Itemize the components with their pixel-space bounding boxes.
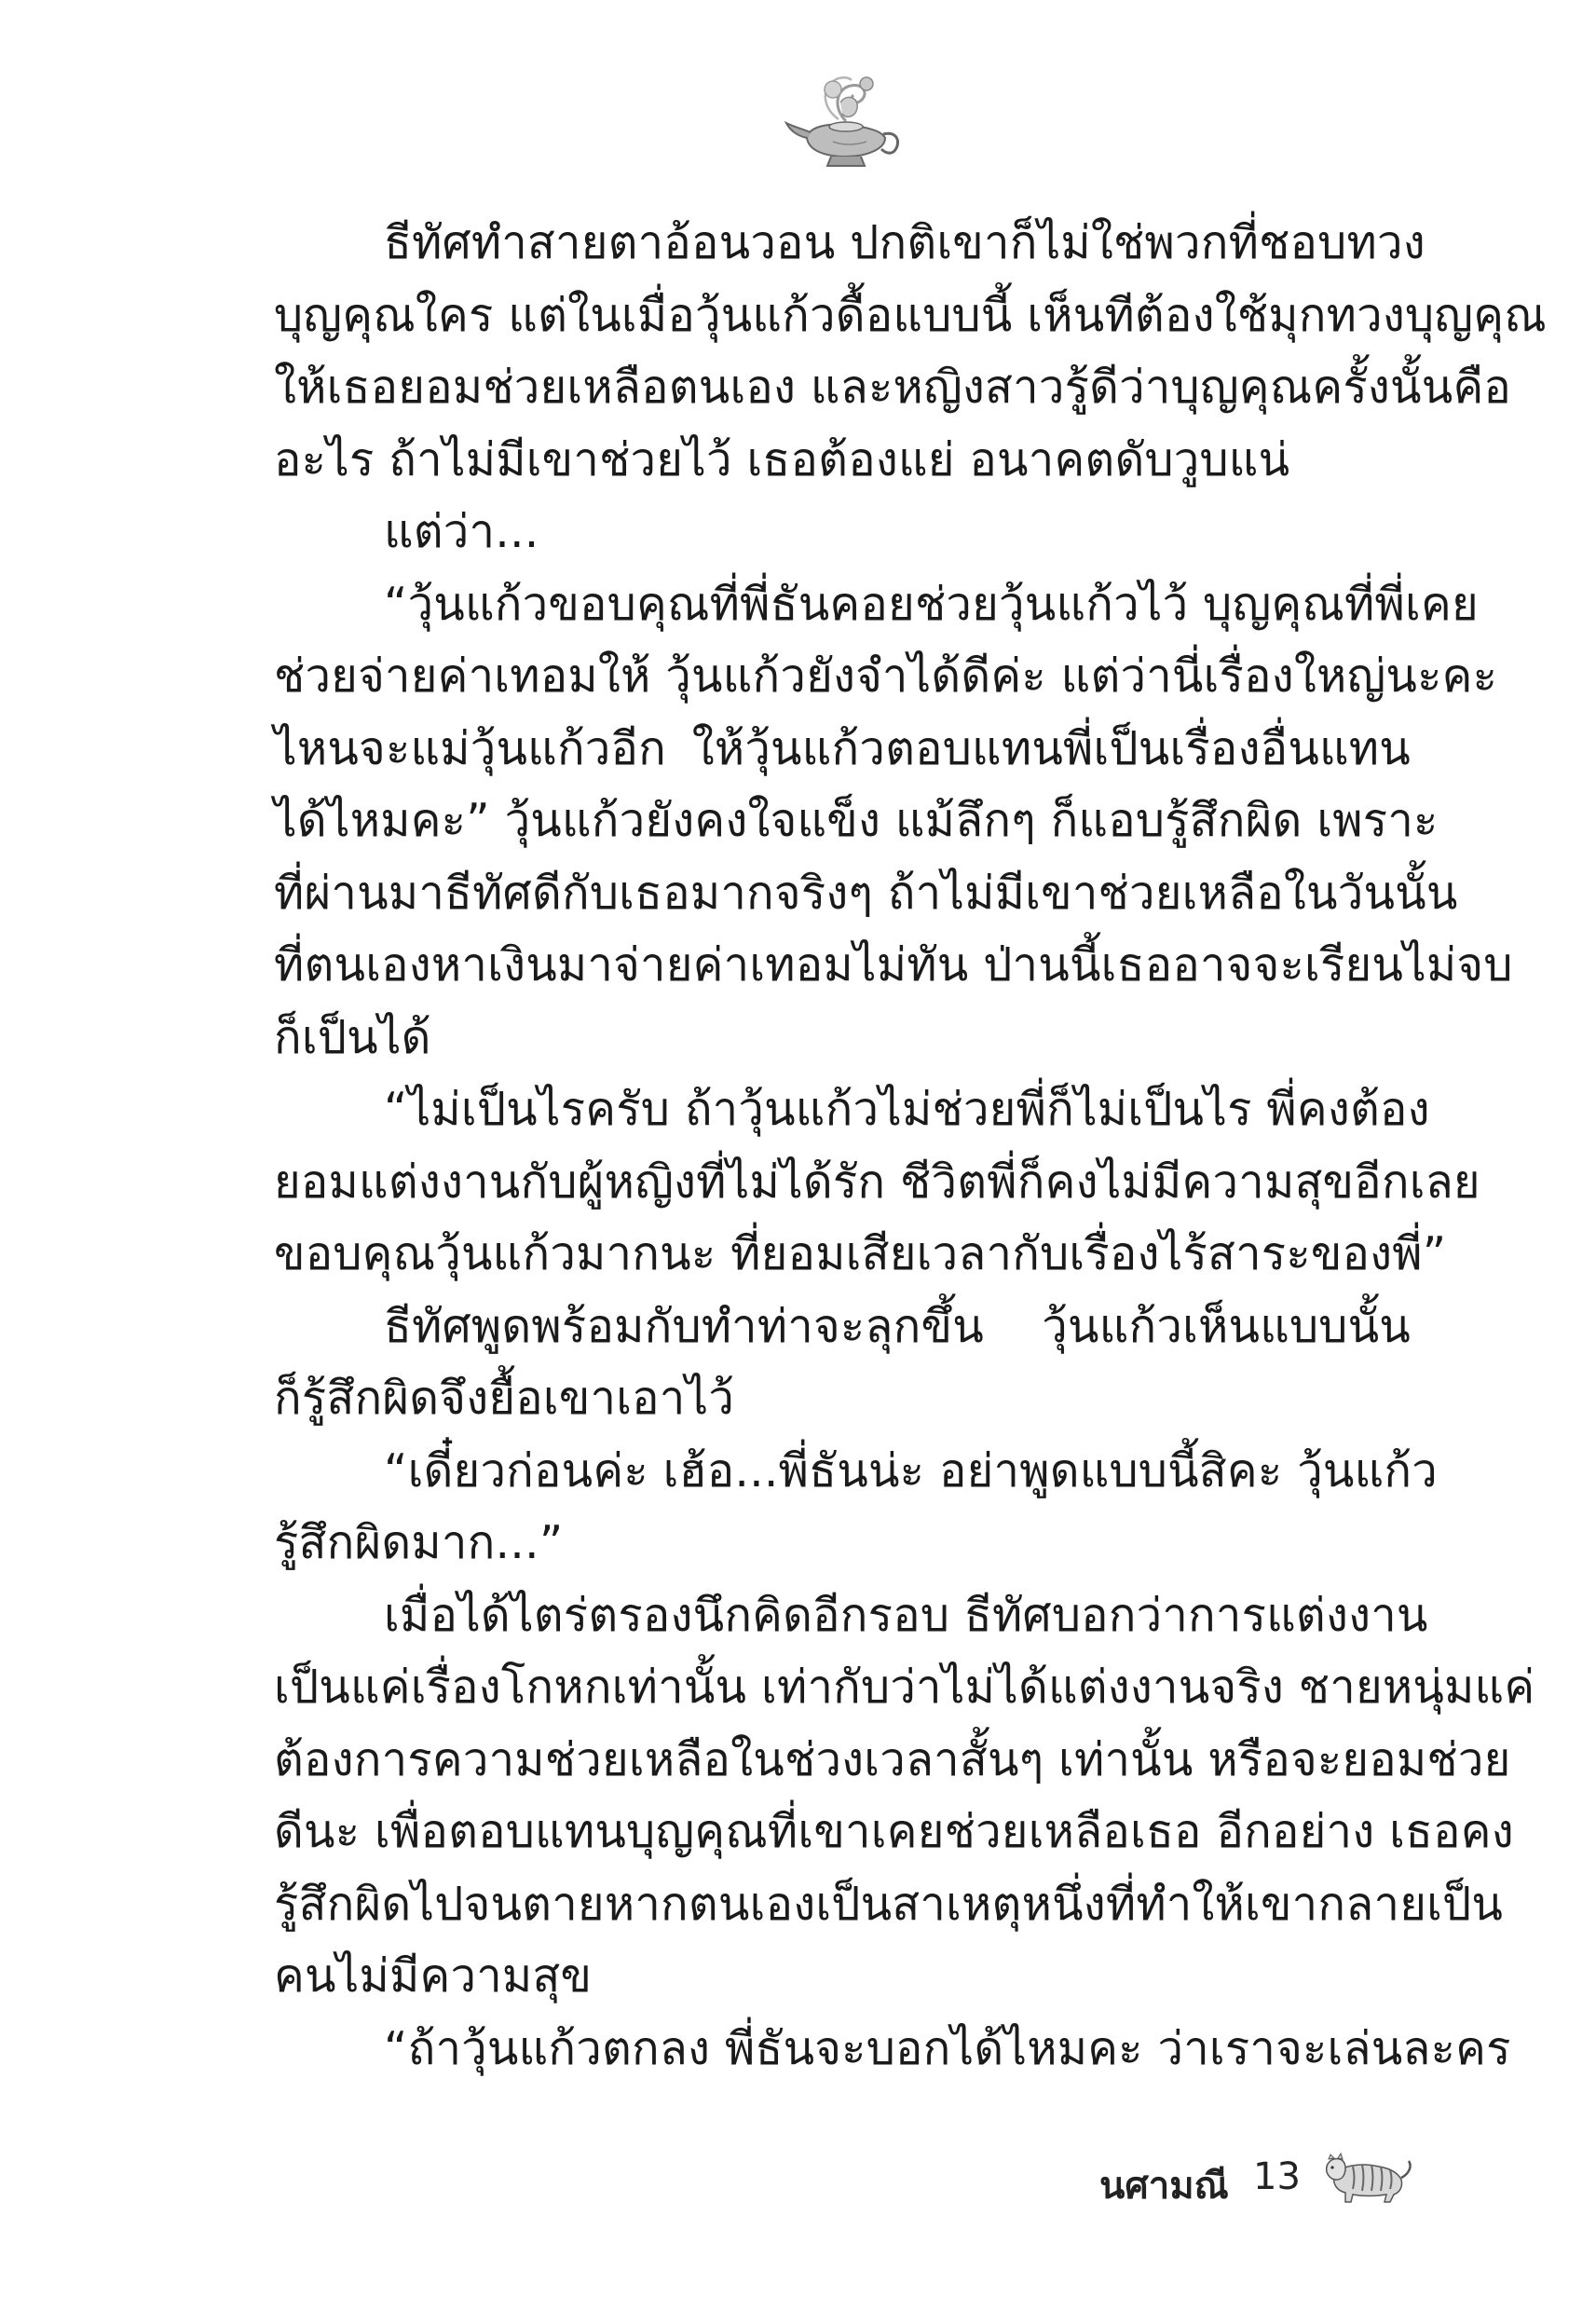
text-line: “วุ้นแก้วขอบคุณที่พี่ธันคอยช่วยวุ้นแก้วไว้ บุญคุณที่พี่เคย: [384, 577, 1479, 631]
text-line: ธีทัศทำสายตาอ้อนวอน ปกติเขาก็ไม่ใช่พวกที่ชอบทวง: [384, 216, 1425, 269]
text-line: เมื่อได้ไตร่ตรองนึกคิดอีกรอบ ธีทัศบอกว่าการแต่งงาน: [384, 1588, 1428, 1642]
text-line: ต้องการความช่วยเหลือในช่วงเวลาสั้นๆ เท่านั้น หรือจะยอมช่วย: [274, 1732, 1511, 1786]
text-line: คนไม่มีความสุข: [274, 1949, 593, 2003]
text-line: ที่ผ่านมาธีทัศดีกับเธอมากจริงๆ ถ้าไม่มีเขาช่วยเหลือในวันนั้น: [274, 866, 1458, 920]
text-line: ก็รู้สึกผิดจึงยื้อเขาเอาไว้: [274, 1372, 735, 1425]
text-line: รู้สึกผิดมาก...”: [274, 1516, 564, 1569]
text-line: ยอมแต่งงานกับผู้หญิงที่ไม่ได้รัก ชีวิตพี่ก็คงไม่มีความสุขอีกเลย: [274, 1155, 1480, 1209]
text-line: ให้เธอยอมช่วยเหลือตนเอง และหญิงสาวรู้ดีว่าบุญคุณครั้งนั้นคือ: [274, 361, 1512, 414]
page-number: 13: [1253, 2155, 1301, 2198]
page-footer: [1099, 2148, 1435, 2213]
text-line: ก็เป็นได้: [274, 1010, 431, 1064]
text-line: อะไร ถ้าไม่มีเขาช่วยไว้ เธอต้องแย่ อนาคตดับวูบแน่: [274, 432, 1290, 486]
genie-lamp-icon: [781, 65, 911, 177]
text-line: แต่ว่า...: [384, 505, 539, 558]
text-line: ดีนะ เพื่อตอบแทนบุญคุณที่เขาเคยช่วยเหลือเธอ อีกอย่าง เธอคง: [274, 1805, 1514, 1858]
text-line: ธีทัศพูดพร้อมกับทำท่าจะลุกขึ้น วุ้นแก้วเห็นแบบนั้น: [384, 1299, 1411, 1353]
tiger-icon: [1321, 2148, 1414, 2206]
text-line: รู้สึกผิดไปจนตายหากตนเองเป็นสาเหตุหนึ่งที่ทำให้เขากลายเป็น: [274, 1877, 1504, 1931]
text-line: เป็นแค่เรื่องโกหกเท่านั้น เท่ากับว่าไม่ได้แต่งงานจริง ชายหนุ่มแค่: [274, 1661, 1535, 1714]
book-title: นศามณี: [1099, 2165, 1229, 2208]
text-line: ช่วยจ่ายค่าเทอมให้ วุ้นแก้วยังจำได้ดีค่ะ แต่ว่านี่เรื่องใหญ่นะคะ: [274, 650, 1498, 703]
text-line: “ไม่เป็นไรครับ ถ้าวุ้นแก้วไม่ช่วยพี่ก็ไม่เป็นไร พี่คงต้อง: [384, 1083, 1430, 1136]
text-line: ขอบคุณวุ้นแก้วมากนะ ที่ยอมเสียเวลากับเรื่องไร้สาระของพี่”: [274, 1227, 1447, 1280]
text-line: บุญคุณใคร แต่ในเมื่อวุ้นแก้วดื้อแบบนี้ เห็นทีต้องใช้มุกทวงบุญคุณ: [274, 288, 1547, 342]
text-line: “ถ้าวุ้นแก้วตกลง พี่ธันจะบอกได้ไหมคะ ว่าเราจะเล่นละคร: [384, 2021, 1511, 2075]
text-line: ได้ไหมคะ” วุ้นแก้วยังคงใจแข็ง แม้ลึกๆ ก็แอบรู้สึกผิด เพราะ: [274, 794, 1439, 847]
chapter-body: [274, 207, 1547, 2085]
text-line: “เดี๋ยวก่อนค่ะ เฮ้อ...พี่ธันน่ะ อย่าพูดแบบนี้สิคะ วุ้นแก้ว: [384, 1443, 1438, 1497]
text-line: ที่ตนเองหาเงินมาจ่ายค่าเทอมไม่ทัน ป่านนี้เธออาจจะเรียนไม่จบ: [274, 938, 1513, 991]
text-line: ไหนจะแม่วุ้นแก้วอีก ให้วุ้นแก้วตอบแทนพี่เป็นเรื่องอื่นแทน: [274, 721, 1411, 775]
